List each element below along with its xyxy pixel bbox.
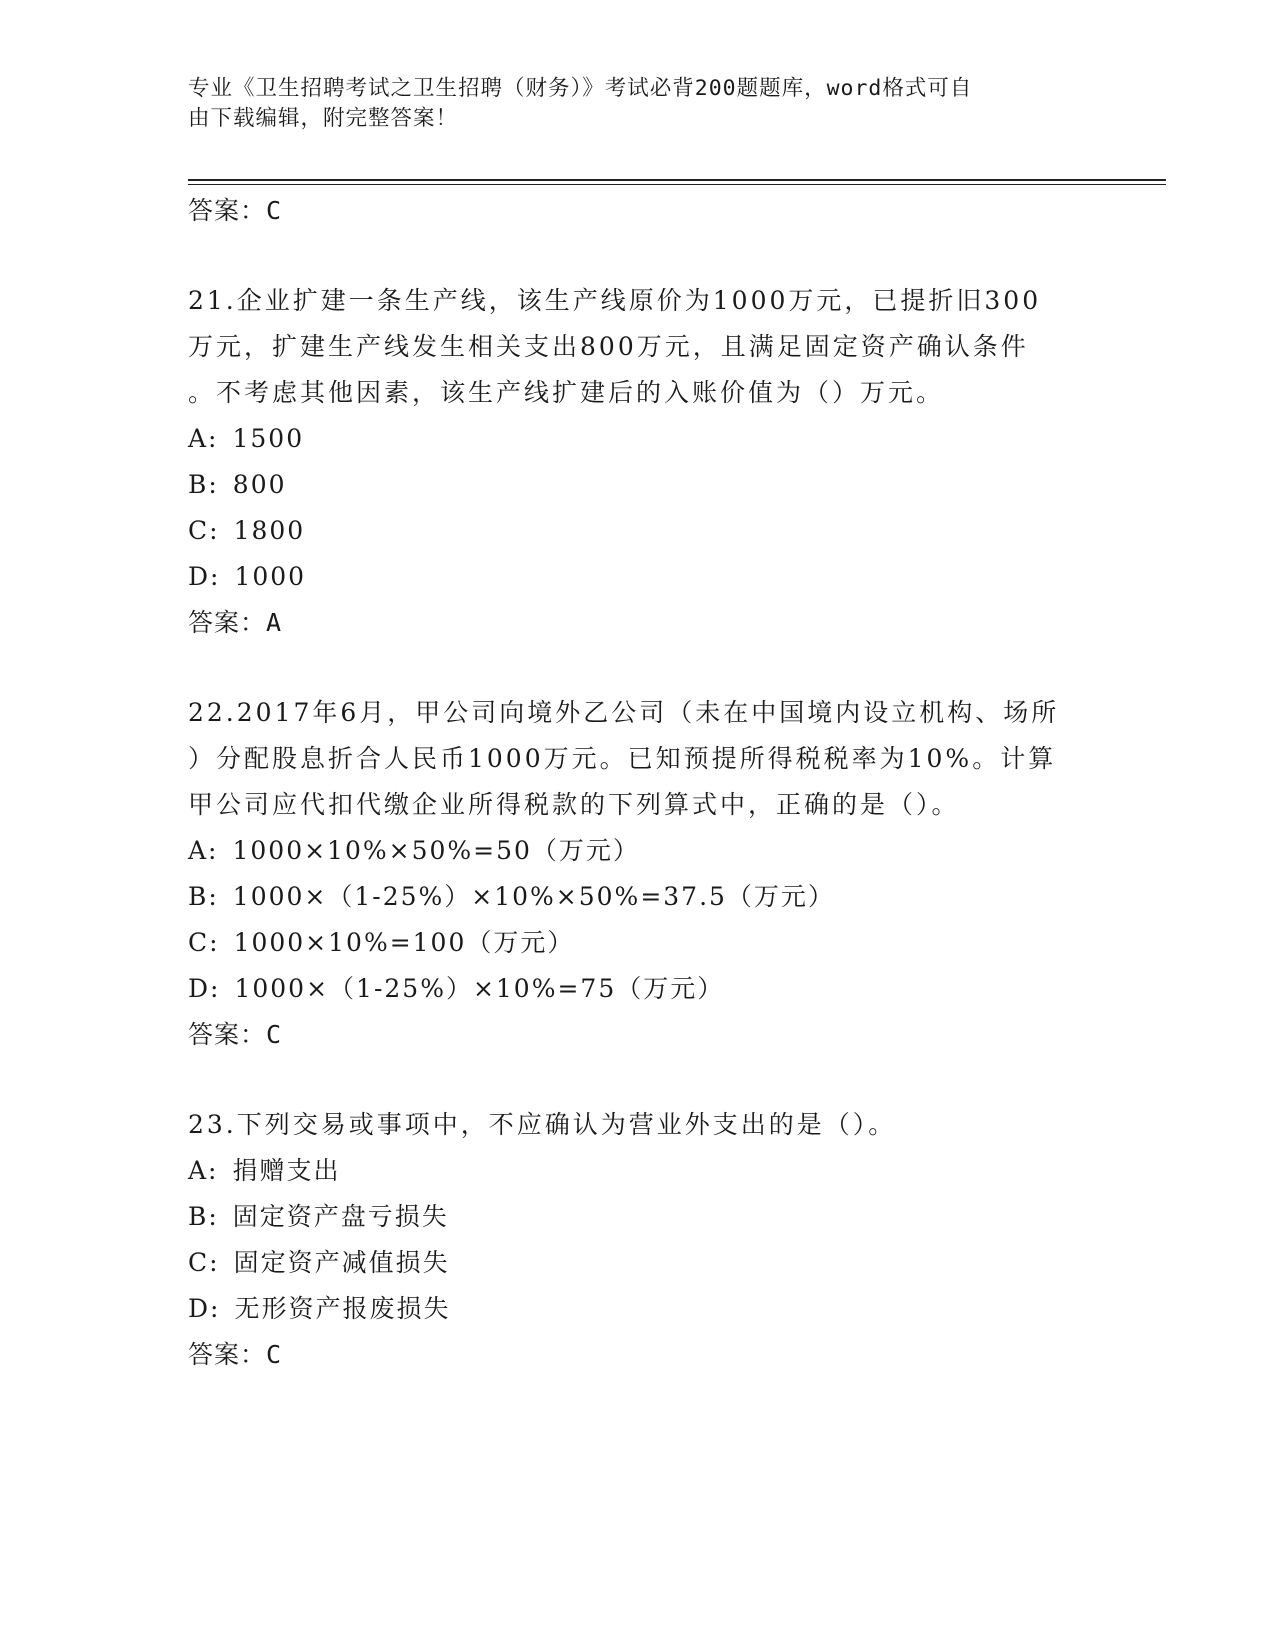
option-letter: A: [188,424,219,453]
option-text: 1000×（1-25%）×10%=75（万元） [234,974,725,1003]
option-c [188,508,1108,554]
option-b [188,462,1108,508]
stem-line: 21.企业扩建一条生产线，该生产线原价为1000万元，已提折旧300 [188,286,1042,315]
option-letter: B: [188,882,219,911]
option-text: 固定资产盘亏损失 [232,1202,449,1231]
option-b [188,874,1108,920]
answer: 答案：C [188,1340,283,1369]
question-stem [188,1102,1108,1148]
header-rule-thin [188,184,1166,185]
previous-answer: 答案：C [188,196,283,225]
option-text: 800 [232,470,287,499]
stem-line: 22.2017年6月，甲公司向境外乙公司（未在中国境内设立机构、场所 [188,698,1060,727]
option-letter: C: [188,928,220,957]
option-text: 1800 [233,516,306,545]
option-a [188,1148,1108,1194]
option-letter: A: [188,836,219,865]
option-d [188,1286,1108,1332]
question-list [188,188,1108,1378]
option-d [188,966,1108,1012]
option-text: 1500 [232,424,305,453]
option-letter: A: [188,1156,219,1185]
option-text: 1000×（1-25%）×10%×50%=37.5（万元） [232,882,835,911]
question-21 [188,278,1108,646]
option-c [188,920,1108,966]
option-letter: C: [188,1248,220,1277]
header-line-1: 专业《卫生招聘考试之卫生招聘（财务）》考试必背200题题库，word格式可自 [188,76,973,101]
stem-line: 23.下列交易或事项中，不应确认为营业外支出的是（）。 [188,1110,897,1139]
option-text: 1000×10%=100（万元） [233,928,575,957]
question-22 [188,690,1108,1058]
option-letter: D: [188,974,221,1003]
option-letter: B: [188,1202,219,1231]
header-rule-thick [188,179,1166,181]
option-letter: D: [188,562,221,591]
option-letter: C: [188,516,220,545]
question-stem [188,690,1108,828]
option-letter: B: [188,470,219,499]
option-c [188,1240,1108,1286]
option-text: 无形资产报废损失 [234,1294,451,1323]
stem-line: ）分配股息折合人民币1000万元。已知预提所得税税率为10%。计算 [188,744,1057,773]
option-text: 1000×10%×50%=50（万元） [232,836,640,865]
question-23 [188,1102,1108,1378]
option-text: 固定资产减值损失 [233,1248,450,1277]
option-a [188,828,1108,874]
option-text: 捐赠支出 [232,1156,341,1185]
header-line-2: 由下载编辑，附完整答案！ [188,106,459,131]
document-header [188,74,1068,134]
stem-line: 万元，扩建生产线发生相关支出800万元，且满足固定资产确认条件 [188,332,1029,361]
stem-line: 甲公司应代扣代缴企业所得税款的下列算式中，正确的是（）。 [188,790,960,819]
option-a [188,416,1108,462]
stem-line: 。不考虑其他因素，该生产线扩建后的入账价值为（）万元。 [188,378,945,407]
option-b [188,1194,1108,1240]
question-stem [188,278,1108,416]
answer: 答案：C [188,1020,283,1049]
option-text: 1000 [234,562,307,591]
option-d [188,554,1108,600]
option-letter: D: [188,1294,221,1323]
answer: 答案：A [188,608,283,637]
